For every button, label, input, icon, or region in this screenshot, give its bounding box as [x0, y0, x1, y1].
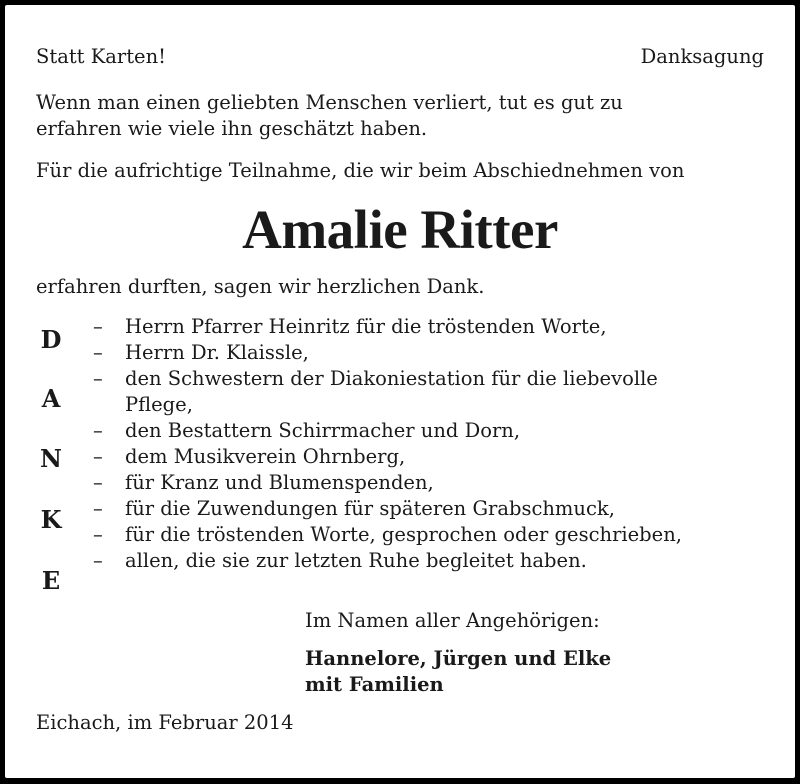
obituary-notice	[5, 5, 795, 778]
signature-block	[305, 646, 611, 698]
teilnahme-line: Für die aufrichtige Teilnahme, die wir beim Abschiednehmen von	[36, 159, 685, 182]
signature-families: mit Familien	[305, 673, 444, 696]
list-item-text: den Bestattern Schirrmacher und Dorn,	[125, 419, 521, 442]
danke-letter-e: E	[41, 566, 61, 595]
list-item	[93, 340, 682, 366]
danke-letter-n: N	[40, 444, 62, 473]
header-danksagung: Danksagung	[640, 45, 764, 68]
list-item	[93, 418, 682, 444]
list-item-continuation: Pflege,	[125, 393, 193, 416]
dash-marker: –	[93, 549, 103, 572]
deceased-name: Amalie Ritter	[242, 199, 558, 260]
list-item-text: für die tröstenden Worte, gesprochen oder geschrieben,	[125, 523, 682, 546]
list-item-text: den Schwestern der Diakoniestation für die liebevolle	[125, 367, 658, 390]
danke-letter-k: K	[40, 505, 62, 534]
dash-marker: –	[93, 341, 103, 364]
list-item-text: für die Zuwendungen für späteren Grabschmuck,	[125, 497, 615, 520]
intro-paragraph	[36, 90, 766, 142]
list-item-text: Herrn Pfarrer Heinritz für die tröstenden Worte,	[125, 315, 607, 338]
dash-marker: –	[93, 471, 103, 494]
list-item-text: Herrn Dr. Klaissle,	[125, 341, 309, 364]
list-item-text: allen, die sie zur letzten Ruhe begleitet haben.	[125, 549, 587, 572]
list-item-text: für Kranz und Blumenspenden,	[125, 471, 434, 494]
intro-line-2: erfahren wie viele ihn geschätzt haben.	[36, 117, 428, 140]
danke-letter-d: D	[40, 325, 62, 354]
list-item-text: dem Musikverein Ohrnberg,	[125, 445, 406, 468]
list-item	[93, 548, 682, 574]
dash-marker: –	[93, 367, 103, 390]
list-item	[93, 314, 682, 340]
dash-marker: –	[93, 497, 103, 520]
dash-marker: –	[93, 523, 103, 546]
list-item	[93, 366, 682, 418]
dash-marker: –	[93, 315, 103, 338]
place-date: Eichach, im Februar 2014	[36, 711, 294, 734]
signature-intro: Im Namen aller Angehörigen:	[305, 609, 600, 632]
dash-marker: –	[93, 445, 103, 468]
signature-names: Hannelore, Jürgen und Elke	[305, 647, 612, 670]
list-item	[93, 522, 682, 548]
intro-line-1: Wenn man einen geliebten Menschen verliert, tut es gut zu	[36, 91, 623, 114]
list-item	[93, 470, 682, 496]
list-item	[93, 496, 682, 522]
thanks-statement: erfahren durften, sagen wir herzlichen Dank.	[36, 275, 485, 298]
thanks-list	[93, 314, 682, 574]
header-statt-karten: Statt Karten!	[36, 45, 166, 68]
danke-letter-a: A	[41, 384, 61, 413]
dash-marker: –	[93, 419, 103, 442]
list-item	[93, 444, 682, 470]
